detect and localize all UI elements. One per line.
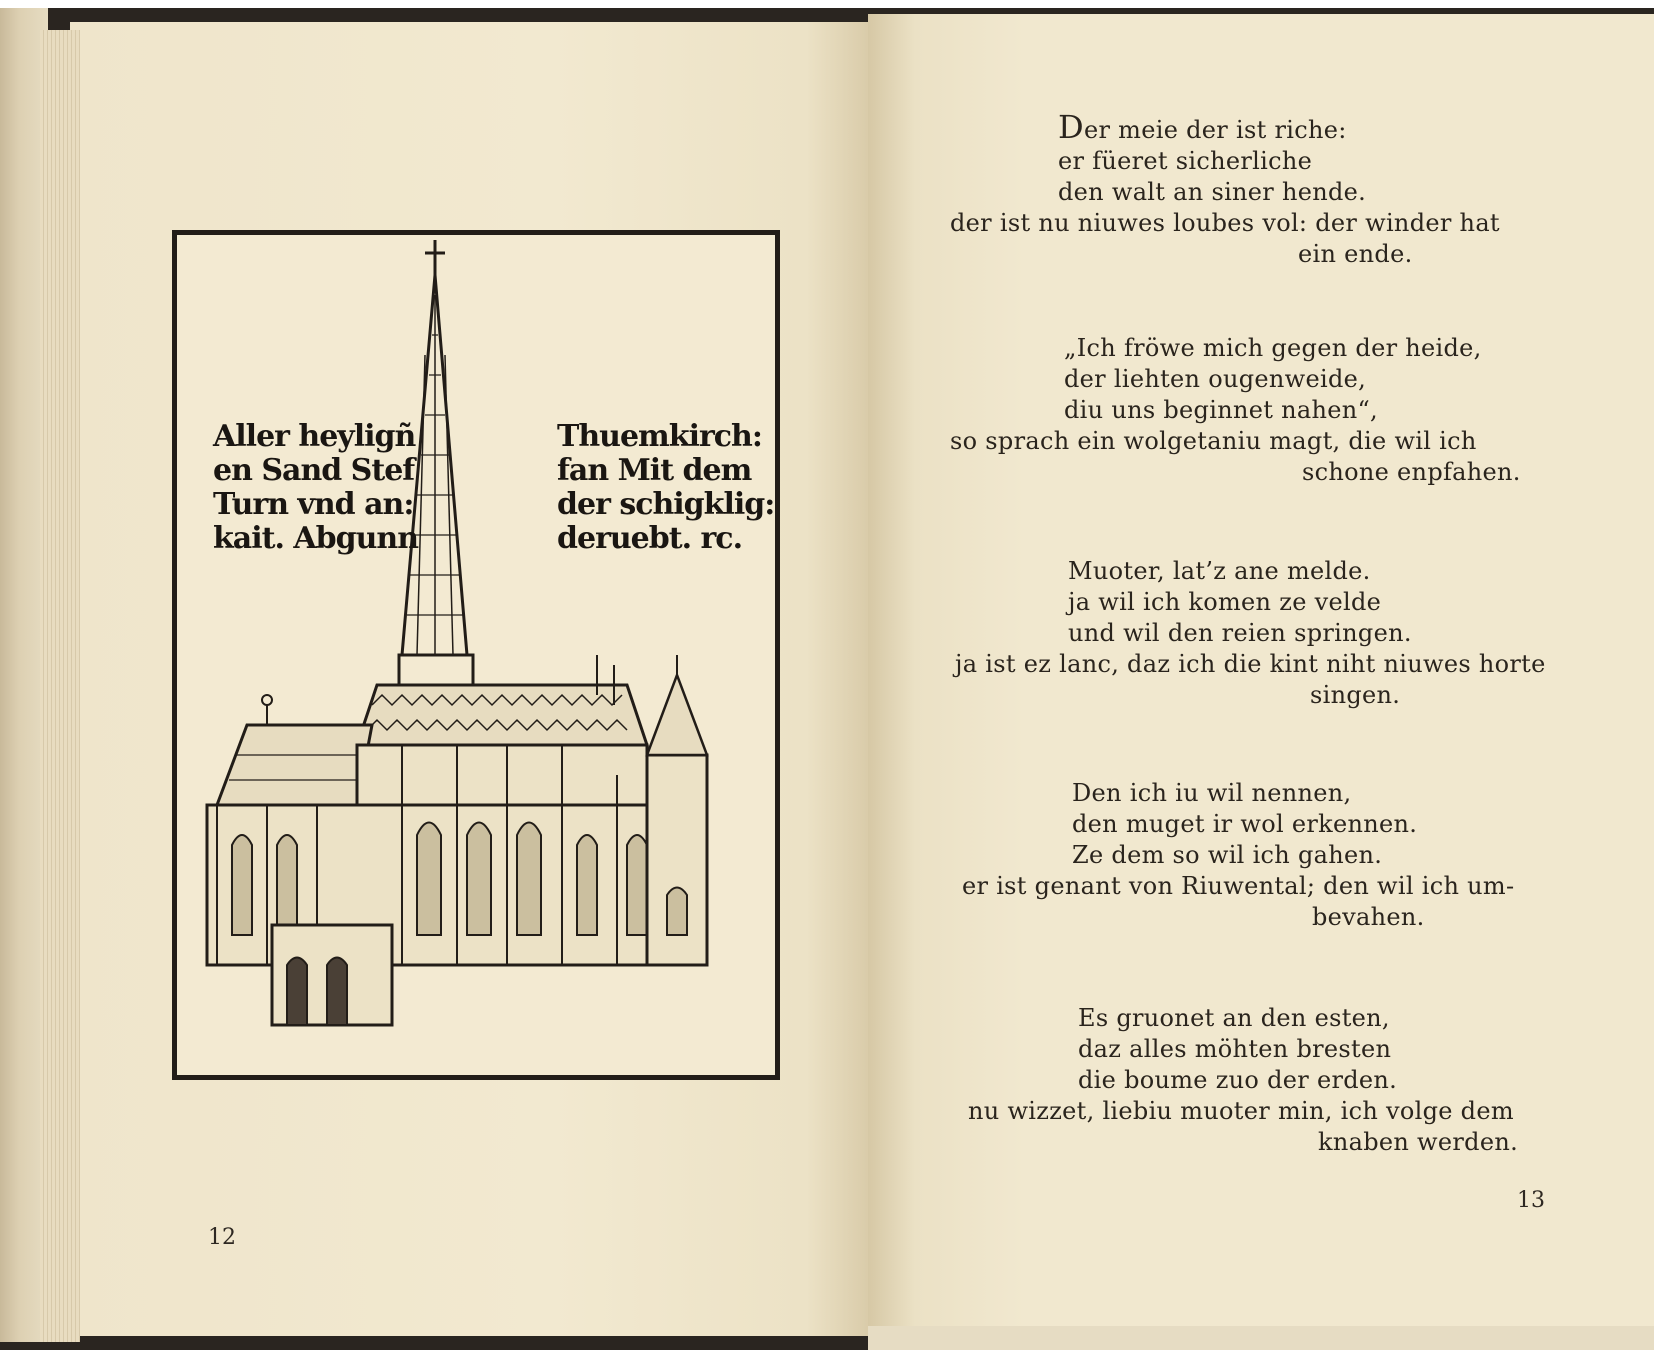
caption-line: Aller heyligñ [213,419,416,454]
poem-line: den walt an siner hende. [1058,178,1367,206]
poem-line: knaben werden. [1318,1128,1519,1156]
poem-line: und wil den reien springen. [1068,619,1412,647]
poem-line: singen. [1310,681,1401,709]
caption-line: deruebt. rc. [557,521,743,556]
poem-stanza-4 [962,778,1542,933]
poem-line: die boume zuo der erden. [1078,1066,1398,1094]
page-bottom-edge [868,1326,1654,1350]
poem-line: „Ich fröwe mich gegen der heide, [1064,334,1482,362]
cathedral-woodcut [172,230,780,1080]
poem-line: ein ende. [1298,240,1413,268]
caption-line: Thuemkirch: [557,419,762,454]
caption-line: en Sand Stef [213,453,415,488]
caption-line: fan Mit dem [557,453,752,488]
poem-line: Muoter, lat’z ane melde. [1068,557,1371,585]
poem-line: er füeret sicherliche [1058,147,1313,175]
poem-line: nu wizzet, liebiu muoter min, ich volge dem [968,1097,1514,1125]
poem-line: Den ich iu wil nennen, [1072,779,1352,807]
poem-stanza-1 [950,108,1530,270]
poem-stanza-2 [950,333,1530,488]
poem-line: ja ist ez lanc, daz ich die kint niht niuwes horte [955,650,1546,678]
poem-line: der ist nu niuwes loubes vol: der winder hat [950,209,1500,237]
drop-initial: D [1058,108,1084,146]
poem-line: Es gruonet an den esten, [1078,1004,1390,1032]
poem-stanza-5 [968,1003,1548,1158]
left-page-number: 12 [208,1225,236,1250]
poem-line: daz alles möhten bresten [1078,1035,1392,1063]
poem-line: ja wil ich komen ze velde [1068,588,1382,616]
poem-line: den muget ir wol erkennen. [1072,810,1418,838]
woodcut-caption-right [557,420,774,556]
poem-line: schone enpfahen. [1302,458,1521,486]
caption-line: Turn vnd an: [213,487,414,522]
cathedral-illustration [177,235,775,1075]
right-page-number: 13 [1517,1188,1545,1213]
poem-line: diu uns beginnet nahen“, [1064,396,1378,424]
woodcut-caption-left [213,420,418,556]
poem-line: so sprach ein wolgetaniu magt, die wil ich [950,427,1477,455]
caption-line: der schigklig: [557,487,775,522]
caption-line: kait. Abgunn [213,521,419,556]
poem-line: Der meie der ist riche: [1058,108,1347,146]
page-stack-edge [40,30,80,1342]
poem-line: der liehten ougenweide, [1064,365,1367,393]
poem-line: er ist genant von Riuwental; den wil ich um- [962,872,1515,900]
poem-line: Ze dem so wil ich gahen. [1072,841,1383,869]
poem-line: bevahen. [1312,903,1425,931]
poem-stanza-3 [955,556,1546,711]
